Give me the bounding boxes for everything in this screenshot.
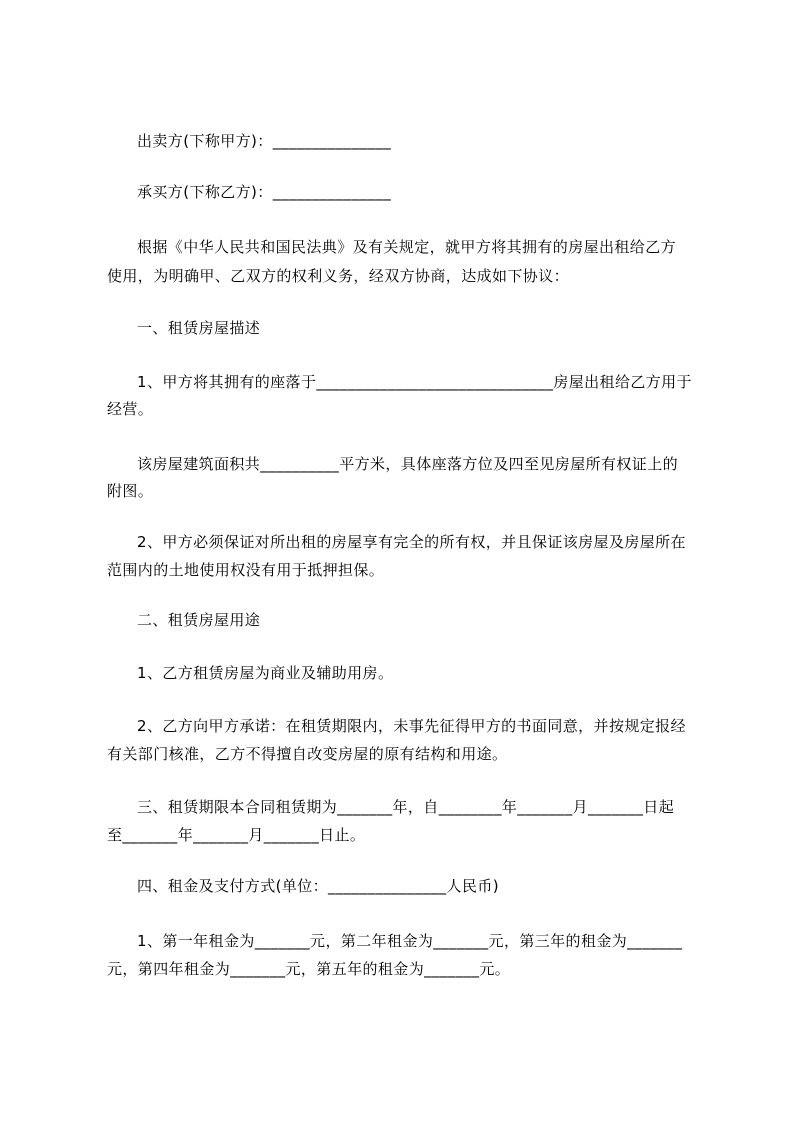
area-paragraph-line-2: 附图。 xyxy=(107,482,154,500)
clause-4-1-line-1: 1、第一年租金为_______元，第二年租金为_______元，第三年的租金为_______ xyxy=(137,932,683,950)
section-3-line-1: 三、租赁期限本合同租赁期为_______年，自________年_______月_______日起 xyxy=(137,798,675,816)
intro-paragraph-line-1: 根据《中华人民共和国民法典》及有关规定，就甲方将其拥有的房屋出租给乙方 xyxy=(137,238,677,256)
seller-line: 出卖方(下称甲方)：_______________ xyxy=(137,132,392,150)
clause-4-1-line-2: 元，第四年租金为_______元，第五年的租金为_______元。 xyxy=(107,960,511,978)
clause-1-2-line-2: 范围内的土地使用权没有用于抵押担保。 xyxy=(107,561,385,579)
section-2-heading: 二、租赁房屋用途 xyxy=(137,611,261,629)
section-1-heading: 一、租赁房屋描述 xyxy=(137,319,261,337)
clause-2-2-line-1: 2、乙方向甲方承诺：在租赁期限内，未事先征得甲方的书面同意，并按规定报经 xyxy=(137,717,686,735)
section-3-line-2: 至_______年_______月_______日止。 xyxy=(107,826,366,844)
clause-2-1: 1、乙方租赁房屋为商业及辅助用房。 xyxy=(137,664,394,682)
clause-1-2-line-1: 2、甲方必须保证对所出租的房屋享有完全的所有权，并且保证该房屋及房屋所在 xyxy=(137,533,686,551)
area-paragraph-line-1: 该房屋建筑面积共__________平方米，具体座落方位及四至见房屋所有权证上的 xyxy=(137,455,679,473)
buyer-line: 承买方(下称乙方)：_______________ xyxy=(137,183,392,201)
clause-1-1-line-1: 1、甲方将其拥有的座落于______________________________房屋出租给乙方用于 xyxy=(137,373,692,391)
clause-2-2-line-2: 有关部门核准，乙方不得擅自改变房屋的原有结构和用途。 xyxy=(107,745,508,763)
section-4-heading: 四、租金及支付方式(单位：_______________人民币) xyxy=(137,877,500,895)
clause-1-1-line-2: 经营。 xyxy=(107,400,154,418)
intro-paragraph-line-2: 使用，为明确甲、乙双方的权利义务，经双方协商，达成如下协议： xyxy=(107,267,570,285)
